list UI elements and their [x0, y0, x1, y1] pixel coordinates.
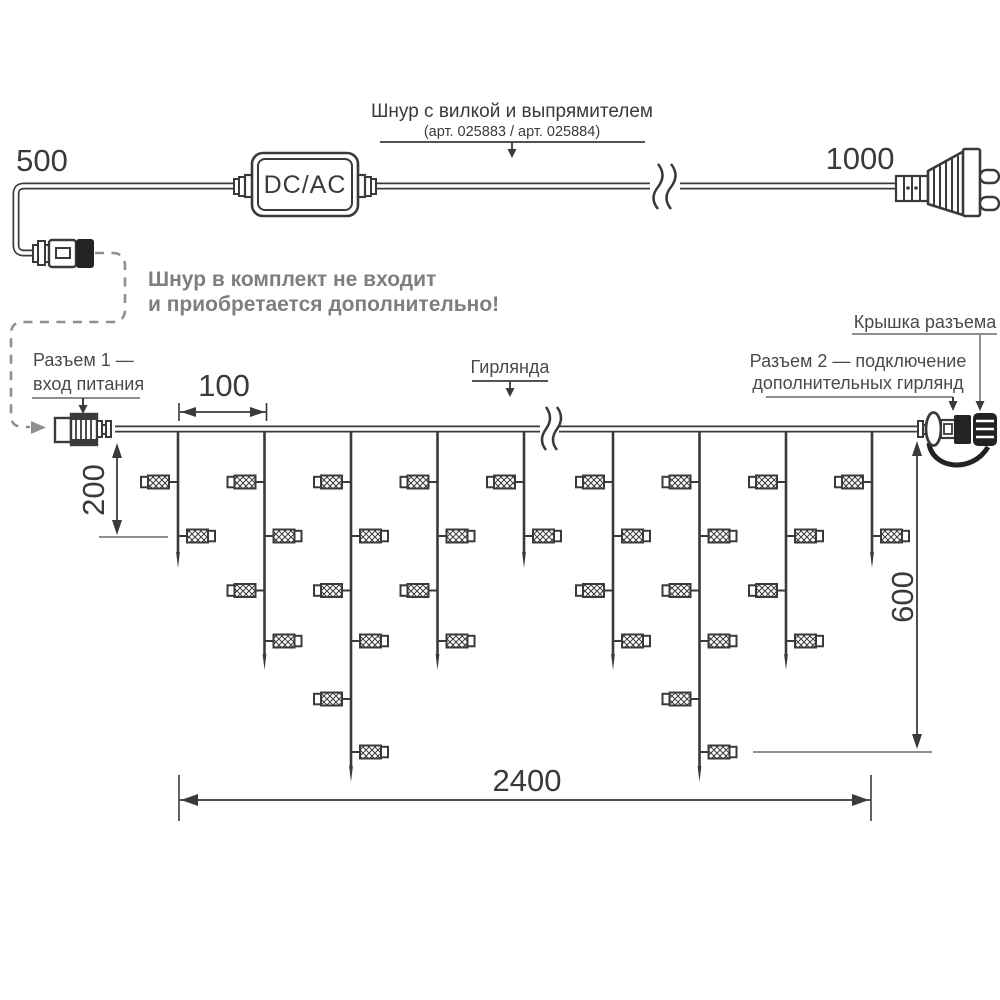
lamp-icon [700, 635, 737, 648]
dim-600-label: 600 [885, 571, 920, 623]
lamp-icon [835, 476, 872, 489]
cord-callout-title: Шнур с вилкой и выпрямителем [371, 101, 653, 122]
lamp-icon [613, 530, 650, 543]
dim-200 [76, 443, 168, 537]
lamp-icon [141, 476, 178, 489]
note-line2: и приобретается дополнительно! [148, 293, 500, 316]
lamp-icon [265, 635, 302, 648]
connector-1-label-line2: вход питания [33, 374, 145, 394]
callout-arrow-icon [79, 405, 88, 414]
lamp-icon [351, 530, 388, 543]
lamp-icon [314, 693, 351, 706]
cap-label: Крышка разъема [853, 312, 997, 332]
garland-callout [471, 357, 551, 397]
dim-2400-label: 2400 [492, 763, 562, 798]
dim-2400 [179, 763, 871, 821]
lamp-icon [401, 476, 438, 489]
power-plug-icon [896, 149, 999, 216]
lamp-icon [351, 635, 388, 648]
connector-2-callout [750, 351, 967, 411]
adapter-label: DC/AC [263, 171, 347, 199]
lamp-icon [749, 584, 786, 597]
icicle-drop [487, 431, 561, 568]
connector-1-callout [32, 350, 144, 414]
note-line1: Шнур в комплект не входит [148, 268, 437, 291]
dashed-connection-path [11, 253, 125, 427]
lamp-icon [438, 530, 475, 543]
icicle-drop [663, 431, 737, 782]
dc-ac-adapter [234, 153, 376, 216]
cord-callout [371, 101, 653, 158]
lamp-icon [613, 635, 650, 648]
lamp-icon [524, 530, 561, 543]
lamp-icon [749, 476, 786, 489]
wire-break-icon [654, 164, 676, 209]
lamp-icon [700, 746, 737, 759]
lamp-icon [314, 584, 351, 597]
icicle-drop [314, 431, 388, 782]
lamp-icon [314, 476, 351, 489]
lamp-icon [487, 476, 524, 489]
lamp-icon [265, 530, 302, 543]
drops-layer [141, 431, 909, 782]
connector-2 [918, 413, 997, 466]
garland-label: Гирлянда [470, 357, 550, 377]
wire-break-icon [542, 407, 561, 450]
lamp-icon [576, 584, 613, 597]
connector-1 [55, 414, 111, 445]
lamp-icon [438, 635, 475, 648]
icicle-drop [835, 431, 909, 568]
dim-100-label: 100 [198, 368, 250, 403]
lamp-icon [351, 746, 388, 759]
icicle-drop [576, 431, 650, 670]
icicle-drop [141, 431, 215, 568]
garland-wire [115, 407, 918, 450]
dim-500-label: 500 [16, 143, 68, 178]
lamp-icon [228, 584, 265, 597]
lamp-icon [663, 693, 700, 706]
connector-2-label-line1: Разъем 2 — подключение [749, 351, 967, 371]
icicle-drop [401, 431, 475, 670]
lamp-icon [700, 530, 737, 543]
lamp-icon [786, 635, 823, 648]
connector-1-label-line1: Разъем 1 — [33, 350, 134, 370]
icicle-drop [228, 431, 302, 670]
lamp-icon [663, 476, 700, 489]
cap-strap [929, 443, 988, 465]
cord-callout-subtitle: (арт. 025883 / арт. 025884) [423, 124, 601, 140]
callout-arrow-icon [506, 388, 515, 397]
lamp-icon [401, 584, 438, 597]
garland-section [32, 312, 997, 821]
lamp-icon [786, 530, 823, 543]
callout-arrow-icon [976, 401, 985, 411]
cord-right-wire [372, 164, 898, 209]
icicle-drop [749, 431, 823, 670]
connector-2-label-line2: дополнительных гирлянд [752, 373, 964, 393]
lamp-icon [228, 476, 265, 489]
dim-1000-label: 1000 [825, 141, 895, 176]
lamp-icon [576, 476, 613, 489]
connector-cap [973, 413, 997, 446]
lamp-icon [178, 530, 215, 543]
lamp-icon [872, 530, 909, 543]
cord-end-connector [33, 239, 94, 268]
dim-200-label: 200 [76, 464, 111, 516]
callout-arrow-icon [508, 149, 517, 158]
callout-arrow-icon [949, 401, 958, 411]
dim-100 [179, 368, 267, 421]
dashed-path-arrow-icon [31, 421, 46, 434]
lamp-icon [663, 584, 700, 597]
